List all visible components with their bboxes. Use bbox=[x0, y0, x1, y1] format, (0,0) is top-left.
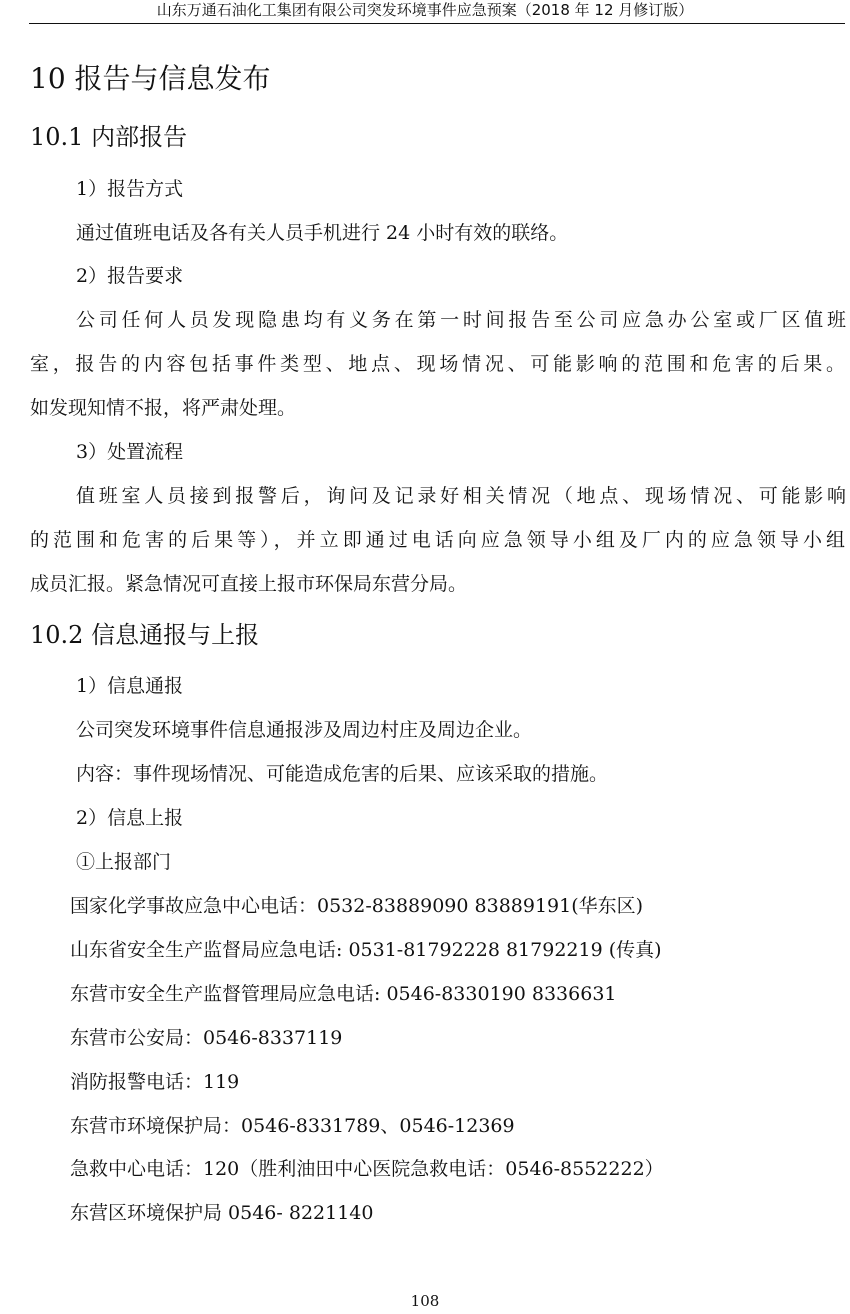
running-header: 山东万通石油化工集团有限公司突发环境事件应急预案（2018 年 12 月修订版） bbox=[156, 1, 694, 19]
page-number: 108 bbox=[410, 1292, 440, 1310]
paragraph-handling-process-line-1: 值班室人员接到报警后，询问及记录好相关情况（地点、现场情况、可能影响 bbox=[76, 485, 846, 507]
item-heading-info-notification: 1）信息通报 bbox=[76, 675, 184, 697]
item-heading-info-reporting: 2）信息上报 bbox=[76, 807, 184, 829]
contact-line: 东营市公安局：0546-8337119 bbox=[70, 1027, 343, 1049]
item-heading-reporting-departments: ①上报部门 bbox=[76, 851, 172, 873]
section-title: 10 报告与信息发布 bbox=[30, 62, 271, 95]
item-heading-report-requirements: 2）报告要求 bbox=[76, 265, 184, 287]
contact-line: 国家化学事故应急中心电话：0532-83889090 83889191(华东区) bbox=[70, 895, 644, 917]
contact-line: 急救中心电话：120（胜利油田中心医院急救电话：0546-8552222） bbox=[70, 1158, 664, 1180]
contact-line: 山东省安全生产监督局应急电话: 0531-81792228 81792219 (传真) bbox=[70, 939, 662, 961]
item-heading-report-method: 1）报告方式 bbox=[76, 178, 184, 200]
paragraph-report-requirements-line-3: 如发现知情不报，将严肃处理。 bbox=[30, 397, 297, 419]
contact-line: 东营市安全生产监督管理局应急电话: 0546-8330190 8336631 bbox=[70, 983, 617, 1005]
paragraph-handling-process-line-2: 的范围和危害的后果等），并立即通过电话向应急领导小组及厂内的应急领导小组 bbox=[30, 529, 845, 551]
paragraph-info-notification: 公司突发环境事件信息通报涉及周边村庄及周边企业。 bbox=[76, 719, 533, 741]
paragraph-report-requirements-line-1: 公司任何人员发现隐患均有义务在第一时间报告至公司应急办公室或厂区值班 bbox=[76, 309, 846, 331]
subsection-title-info-reporting: 10.2 信息通报与上报 bbox=[30, 621, 260, 649]
paragraph-handling-process-line-3: 成员汇报。紧急情况可直接上报市环保局东营分局。 bbox=[30, 573, 468, 595]
contact-line: 东营市环境保护局：0546-8331789、0546-12369 bbox=[70, 1115, 515, 1137]
header-rule bbox=[29, 23, 845, 24]
contact-line: 东营区环境保护局 0546- 8221140 bbox=[70, 1202, 374, 1224]
contact-line: 消防报警电话：119 bbox=[70, 1071, 240, 1093]
item-heading-handling-process: 3）处置流程 bbox=[76, 441, 184, 463]
paragraph-report-method: 通过值班电话及各有关人员手机进行 24 小时有效的联络。 bbox=[76, 222, 569, 244]
paragraph-report-requirements-line-2: 室，报告的内容包括事件类型、地点、现场情况、可能影响的范围和危害的后果。 bbox=[30, 353, 845, 375]
subsection-title-internal-report: 10.1 内部报告 bbox=[30, 123, 188, 151]
paragraph-notification-content: 内容：事件现场情况、可能造成危害的后果、应该采取的措施。 bbox=[76, 763, 609, 785]
